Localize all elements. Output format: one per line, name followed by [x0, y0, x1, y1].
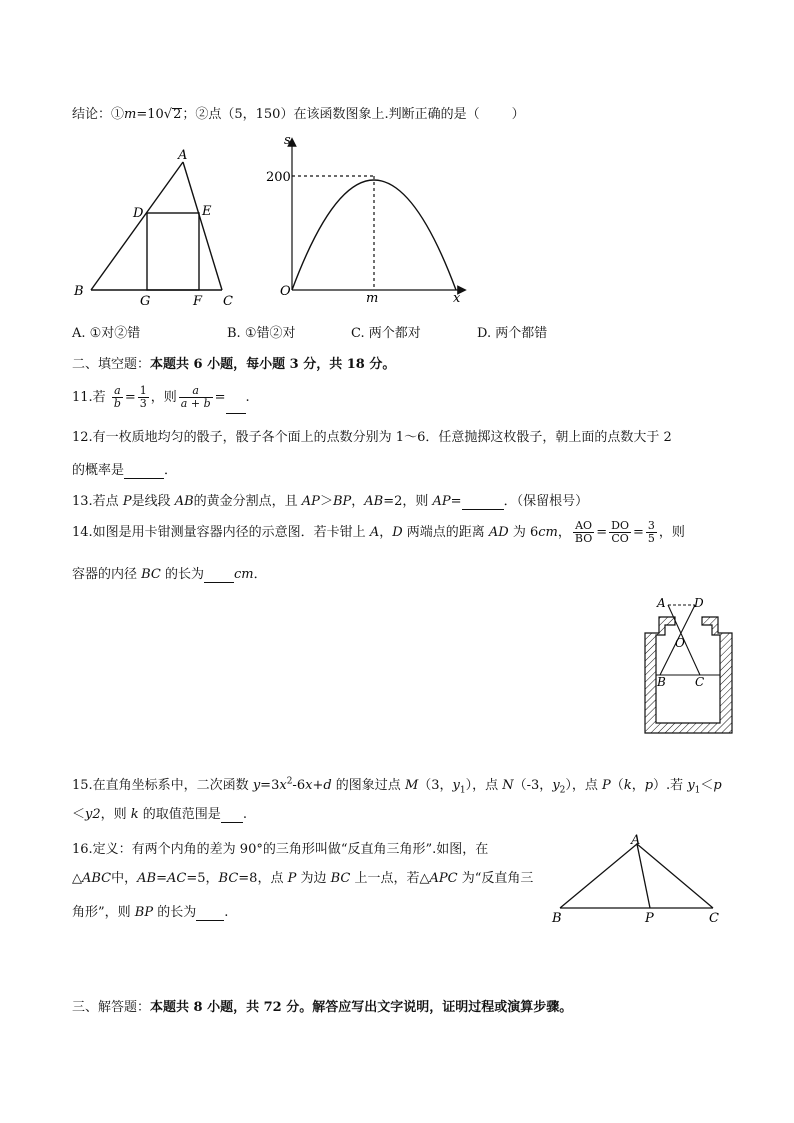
answer-blank-14[interactable] [204, 567, 234, 583]
tick-m: m [366, 291, 379, 306]
label-C: C [223, 294, 233, 309]
label-F: F [193, 294, 203, 309]
question-14-line1: 14.如图是用卡钳测量容器内径的示意图．若卡钳上 A，D 两端点的距离 AD 为 6cm， $\frac{AO}{BO}$ = $\frac{DO}{CO}$ = $\frac{3}{5}$ ，则 [72, 519, 685, 545]
answer-blank-16[interactable] [196, 905, 224, 921]
caliper-container-figure [640, 595, 740, 737]
tri-label-A: A [631, 834, 641, 848]
answer-blank-12[interactable] [124, 463, 164, 479]
option-a[interactable]: A. ①对②错 [72, 326, 141, 341]
question-13: 13.若点 P是线段 AB的黄金分割点，且 AP＞BP，AB=2，则 AP= ．（保留根号） [72, 494, 589, 509]
fraction-a-over-a-plus-b: $\frac{a}{a + b}$ [180, 384, 211, 410]
tri-label-P: P [645, 911, 654, 926]
fraction-one-third: $\frac{1}{3}$ [139, 384, 147, 410]
origin-label: O [280, 284, 291, 299]
fraction-a-over-b: $\frac{a}{b}$ [113, 384, 121, 410]
question-12-line1: 12.有一枚质地均匀的骰子，骰子各个面上的点数分别为 1～6．任意抛掷这枚骰子，朝上面的点数大于 2 [72, 430, 672, 445]
option-b[interactable]: B. ①错②对 [227, 326, 296, 341]
container-label-B: B [657, 675, 666, 689]
question-14-line2: 容器的内径 BC 的长为 cm． [72, 567, 267, 582]
answer-blank-13[interactable] [462, 494, 504, 510]
axis-x: x [453, 291, 461, 306]
tri-label-C: C [709, 911, 719, 926]
triangle-figure [70, 145, 250, 310]
question-16-line1: 16.定义：有两个内角的差为 90°的三角形叫做“反直角三角形”.如图，在 [72, 842, 489, 857]
container-label-O: O [675, 636, 685, 650]
fraction-do-co: $\frac{DO}{CO}$ [611, 519, 629, 545]
label-D: D [133, 206, 144, 221]
question-16-line2: △ABC中，AB=AC=5，BC=8，点 P 为边 BC 上一点，若△APC 为“反直角三 [72, 871, 534, 886]
question-16-line3: 角形”，则 BP 的长为 . [72, 905, 229, 920]
section-3-heading: 三、解答题：本题共 8 小题，共 72 分。解答应写出文字说明，证明过程或演算步骤。 [72, 1000, 573, 1015]
option-c[interactable]: C. 两个都对 [351, 326, 421, 341]
fraction-ao-bo: $\frac{AO}{BO}$ [574, 519, 593, 545]
label-B: B [74, 284, 84, 299]
option-d[interactable]: D. 两个都错 [477, 326, 548, 341]
container-label-D: D [694, 596, 704, 610]
section-2-heading: 二、填空题：本题共 6 小题，每小题 3 分，共 18 分。 [72, 357, 396, 372]
label-A: A [178, 148, 188, 163]
parabola-graph [262, 128, 472, 308]
axis-s: s [284, 133, 291, 148]
label-G: G [140, 294, 151, 309]
question-15-line1: 15.在直角坐标系中，二次函数 $y=3x^2-6x+d$ 的图象过点 M（3，$y_1$），点 N（-3，$y_2$），点 P（k，p）.若 $y_1<p$ [72, 776, 722, 796]
question-11: 11.若 $\frac{a}{b}$ = $\frac{1}{3}$ ，则 $\frac{a}{a + b}$ = . [72, 383, 250, 414]
question-15-line2: ＜y2，则 k 的取值范围是 . [72, 807, 247, 822]
isosceles-triangle-figure [548, 834, 724, 930]
q10-conclusion: 结论：①m=10√2；②点（5，150）在该函数图象上.判断正确的是（ ） [72, 107, 525, 122]
fraction-three-fifths: $\frac{3}{5}$ [647, 519, 655, 545]
answer-blank-11[interactable] [226, 383, 246, 414]
question-12-line2: 的概率是 ． [72, 463, 178, 478]
label-E: E [202, 204, 212, 219]
tick-200: 200 [266, 170, 291, 185]
tri-label-B: B [552, 911, 562, 926]
answer-blank-15[interactable] [221, 807, 243, 823]
container-label-C: C [695, 675, 705, 689]
sqrt-sign: √ [163, 107, 173, 122]
container-label-A: A [657, 596, 666, 610]
